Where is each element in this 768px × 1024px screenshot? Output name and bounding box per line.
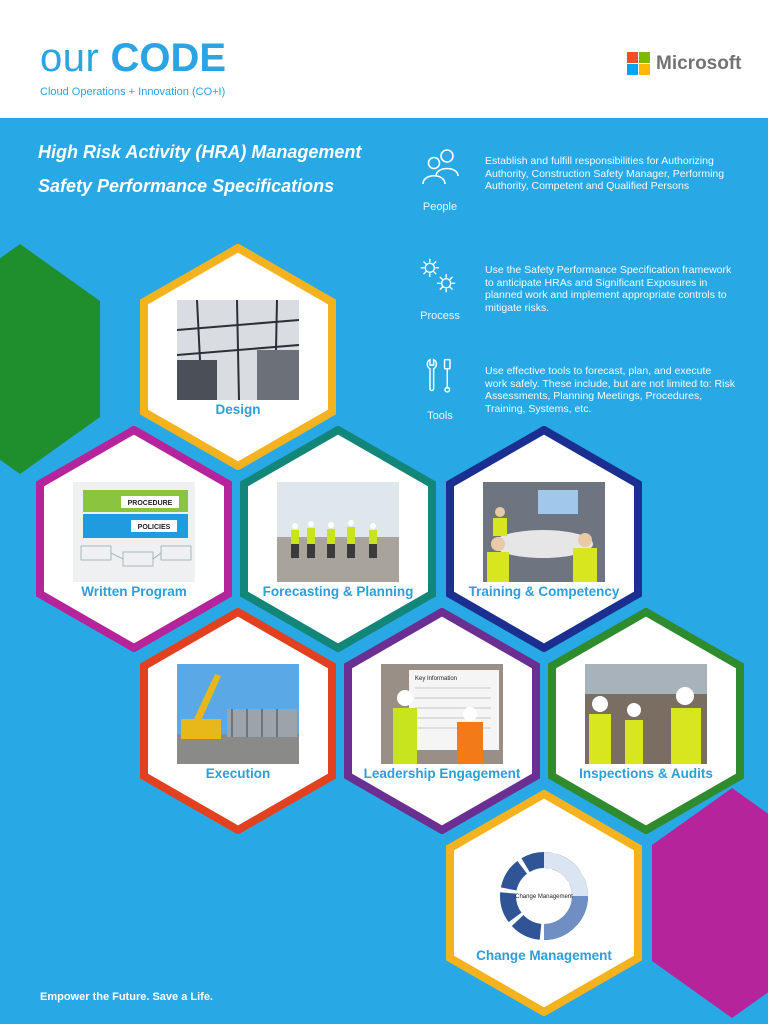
page-header	[0, 0, 768, 118]
change-management-cycle-diagram	[483, 846, 605, 946]
written-program-photo	[73, 482, 195, 582]
brand-bold-word: CODE	[110, 36, 227, 80]
hexagon-label-written-program: Written Program	[81, 584, 187, 599]
hexagon-label-forecasting-planning: Forecasting & Planning	[262, 584, 414, 599]
whiteboard-text: Key Information	[415, 676, 458, 682]
hexagon-change-management[interactable]	[446, 790, 642, 1016]
main-panel	[0, 118, 768, 1024]
binder-label-policies: POLICIES	[137, 524, 171, 531]
leadership-photo	[381, 664, 503, 764]
tools-icon	[420, 356, 460, 396]
page-title-line2: Safety Performance Specifications	[38, 176, 335, 196]
binder-label-procedure: PROCEDURE	[127, 500, 173, 507]
pillar-text-tools: Use effective tools to forecast, plan, and execute work safely. These include, but are not limited to: Risk Assessments, Planning Meetings, Procedures, Training, Systems, etc.	[485, 365, 735, 415]
pillar-label-tools: Tools	[427, 410, 453, 422]
pillar-text-process: Use the Safety Performance Specification framework to anticipate HRAs and Significant Exposures in planned work and implement appropriate controls to mitigate risks.	[485, 264, 732, 314]
hexagon-label-execution: Execution	[205, 766, 271, 781]
footer-tagline: Empower the Future. Save a Life.	[40, 991, 213, 1003]
pillar-label-people: People	[422, 201, 458, 213]
brand-title	[40, 36, 226, 80]
brand-light-word: our	[40, 36, 100, 80]
gears-icon	[418, 256, 458, 296]
cycle-center-label: Change Management	[515, 894, 573, 900]
page-title-line1: High Risk Activity (HRA) Management	[38, 142, 362, 162]
execution-photo	[177, 664, 299, 764]
people-icon	[420, 146, 460, 186]
hexagon-label-training-competency: Training & Competency	[468, 584, 620, 599]
pillar-text-people: Establish and fulfill responsibilities for Authorizing Authority, Construction Safety Manager, Performing Authority, Competent and Qualified Persons	[485, 155, 725, 192]
training-photo	[483, 482, 605, 582]
hexagon-label-design: Design	[215, 402, 261, 417]
hexagon-label-inspections-audits: Inspections & Audits	[579, 766, 713, 781]
design-photo	[177, 300, 299, 400]
microsoft-logo-text: Microsoft	[656, 53, 742, 74]
pillar-label-process: Process	[420, 310, 460, 322]
microsoft-logo-icon	[627, 52, 651, 76]
hexagon-label-leadership-engagement: Leadership Engagement	[363, 766, 521, 781]
forecasting-photo	[277, 482, 399, 582]
inspections-photo	[585, 664, 707, 764]
hexagon-execution[interactable]	[140, 608, 336, 834]
brand-subtitle: Cloud Operations + Innovation (CO+I)	[40, 86, 226, 98]
hexagon-label-change-management: Change Management	[476, 948, 612, 963]
